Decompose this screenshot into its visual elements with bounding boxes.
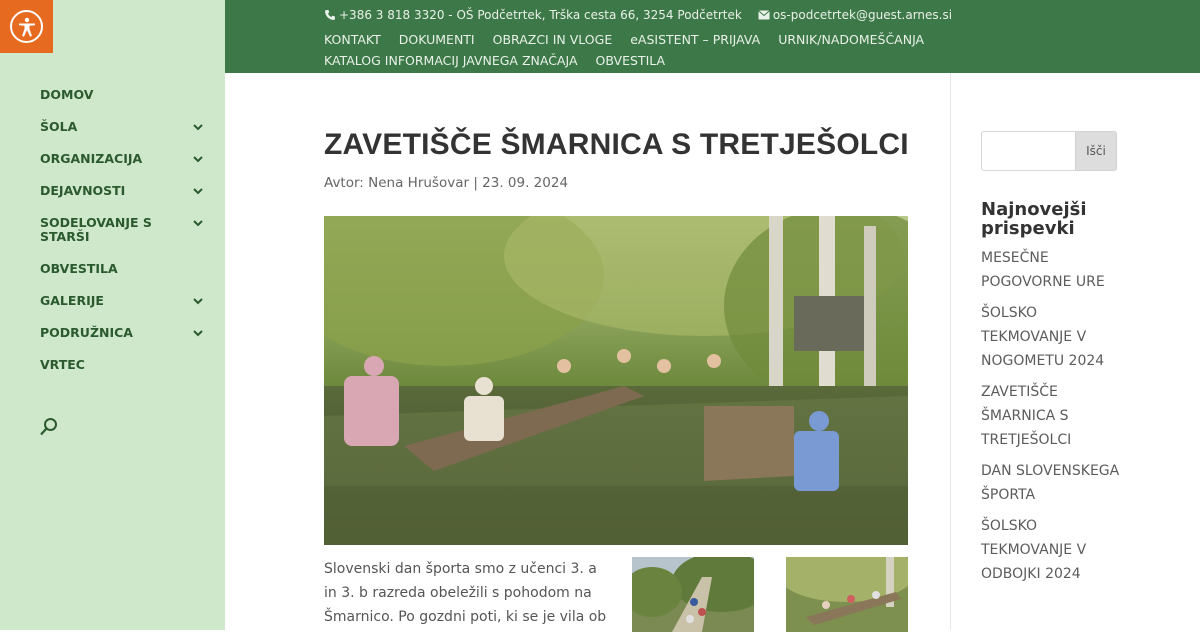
sidebar-item-sola[interactable]	[40, 120, 210, 134]
sidebar-item-label: DEJAVNOSTI	[40, 183, 126, 198]
topnav-kontakt[interactable]: KONTAKT	[324, 32, 381, 47]
chevron-down-icon[interactable]	[192, 217, 204, 229]
accessibility-button[interactable]	[0, 0, 53, 53]
sidebar-item-label: SODELOVANJE S STARŠI	[40, 215, 152, 244]
sidebar-item-label: ŠOLA	[40, 119, 78, 134]
recent-post-link[interactable]: MESEČNE POGOVORNE URE	[981, 250, 1105, 290]
topnav-dokumenti[interactable]: DOKUMENTI	[398, 32, 475, 47]
sidebar-item-label: OBVESTILA	[40, 261, 118, 276]
top-header	[225, 0, 1200, 73]
top-navigation	[324, 29, 944, 71]
sidebar-item-label: VRTEC	[40, 357, 85, 372]
accessibility-icon	[10, 10, 43, 43]
main-content	[225, 73, 950, 630]
mail-icon	[758, 10, 770, 20]
topnav-obrazci[interactable]: OBRAZCI IN VLOGE	[492, 32, 613, 47]
chevron-down-icon[interactable]	[192, 153, 204, 165]
phone-address-text: +386 3 818 3320 - OŠ Podčetrtek, Trška cesta 66, 3254 Podčetrtek	[339, 8, 742, 22]
recent-post-link[interactable]: ZAVETIŠČE ŠMARNICA S TRETJEŠOLCI	[981, 384, 1072, 448]
sidebar-item-vrtec[interactable]	[40, 358, 210, 372]
main-navigation	[40, 88, 210, 390]
sidebar-item-sodelovanje[interactable]	[40, 216, 210, 244]
sidebar-item-podruznica[interactable]	[40, 326, 210, 340]
gallery-thumbnail[interactable]	[786, 557, 908, 632]
recent-post-link[interactable]: ŠOLSKO TEKMOVANJE V ODBOJKI 2024	[981, 518, 1087, 582]
recent-posts-list	[981, 246, 1131, 593]
chevron-down-icon[interactable]	[192, 327, 204, 339]
search-button[interactable]: Išči	[1075, 131, 1117, 171]
phone-icon	[324, 9, 336, 21]
chevron-down-icon[interactable]	[192, 185, 204, 197]
search-icon[interactable]	[39, 417, 59, 437]
recent-post-link[interactable]: ŠOLSKO TEKMOVANJE V NOGOMETU 2024	[981, 305, 1105, 369]
recent-post-link[interactable]: DAN SLOVENSKEGA ŠPORTA	[981, 463, 1120, 503]
topnav-katalog[interactable]: KATALOG INFORMACIJ JAVNEGA ZNAČAJA	[324, 53, 578, 68]
chevron-down-icon[interactable]	[192, 295, 204, 307]
featured-image[interactable]	[324, 216, 908, 545]
topnav-urnik[interactable]: URNIK/NADOMEŠČANJA	[778, 32, 925, 47]
sidebar-item-dejavnosti[interactable]	[40, 184, 210, 198]
search-input[interactable]	[981, 131, 1076, 171]
column-divider	[950, 73, 951, 630]
contact-info	[324, 8, 952, 22]
post-meta: Avtor: Nena Hrušovar | 23. 09. 2024	[324, 175, 569, 191]
gallery-thumbnail[interactable]	[632, 557, 754, 632]
sidebar-item-galerije[interactable]	[40, 294, 210, 308]
sidebar-item-organizacija[interactable]	[40, 152, 210, 166]
sidebar-item-label: GALERIJE	[40, 293, 104, 308]
email-link[interactable]: os-podcetrtek@guest.arnes.si	[772, 8, 953, 22]
sidebar-item-domov[interactable]	[40, 88, 210, 102]
topnav-easistent[interactable]: eASISTENT – PRIJAVA	[630, 32, 761, 47]
sidebar-item-label: PODRUŽNICA	[40, 325, 133, 340]
sidebar-item-label: ORGANIZACIJA	[40, 151, 143, 166]
topnav-obvestila[interactable]: OBVESTILA	[595, 53, 666, 68]
post-body: Slovenski dan športa smo z učenci 3. a in 3. b razreda obeležili s pohodom na Šmarnico. Po gozdni poti, ki se je vila ob	[324, 561, 607, 625]
sidebar-item-obvestila[interactable]	[40, 262, 210, 276]
sidebar-item-label: DOMOV	[40, 87, 94, 102]
chevron-down-icon[interactable]	[192, 121, 204, 133]
post-title: ZAVETIŠČE ŠMARNICA S TRETJEŠOLCI	[324, 128, 909, 161]
recent-posts-heading: Najnovejši prispevki	[981, 199, 1087, 239]
left-sidebar	[0, 0, 225, 630]
